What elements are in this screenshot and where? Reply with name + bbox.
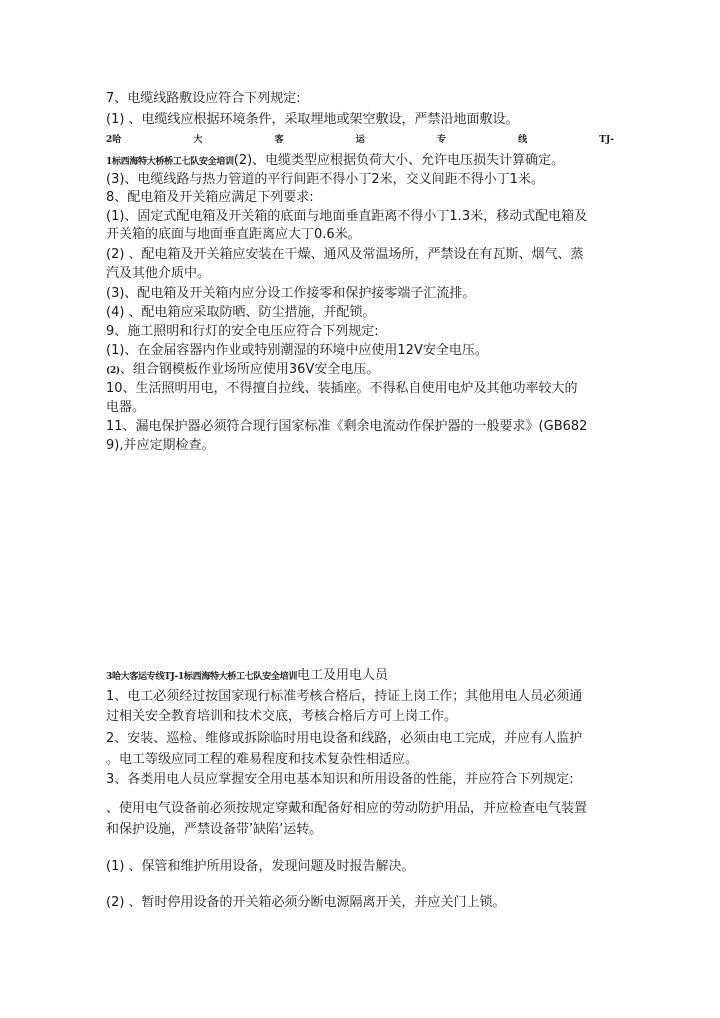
clause-9-heading: 9、施工照明和行灯的安全电压应符合下列规定: [106,324,379,339]
clause-10b: 电器。 [106,400,146,415]
electrician-1a: 1、电工必须经过按国家现行标准考核合格后，持证上岗工作；其他用电人员必须通 [106,689,583,704]
clause-10a: 10、生活照明用电，不得擅自拉线、装插座。不得私自使用电炉及其他功率较大的 [106,381,578,396]
running-header [106,133,614,147]
clause-9-2-tag: (2) [106,366,120,376]
clause-8-1a: (1)、固定式配电箱及开关箱的底面与地面垂直距离不得小丁1.3米，移动式配电箱及 [106,209,588,224]
electrician-3-2: (2) 、暂时停用设备的开关箱必须分断电源隔离开关，并应关门上锁。 [106,895,506,910]
section-title-line [106,667,388,686]
clause-7-2-line [106,152,564,171]
clause-11a: 11、漏电保护器必须符合现行国家标准《剩余电流动作保护器的一般要求》(GB682 [106,419,588,434]
section-title: 电工及用电人员 [297,668,389,683]
clause-8-4: (4) 、配电箱应采取防晒、防尘措施，并配锁。 [106,305,376,320]
clause-7-2: (2)、电缆类型应根据负荷大小、允许电压损失计算确定。 [233,153,565,168]
header-char: 2哈 [106,135,122,145]
header-char: 专 [436,135,446,145]
header-char: 客 [274,135,284,145]
clause-8-1b: 开关箱的底面与地面垂直距离应大丁0.6米。 [106,227,361,242]
section-header-tag: 3哈大客运专线TJ-1标西海特大桥工七队安全培训 [106,672,298,682]
clause-8-heading: 8、配电箱及开关箱应满足下列要求: [106,190,314,205]
electrician-1b: 过相关安全教育培训和技术交底，考核合格后方可上岗工作。 [106,709,458,724]
clause-11b: 9),并应定期检查。 [106,438,215,453]
running-header-tag: 1标西海特大桥桥工七队安全培训 [106,157,234,167]
clause-7-3: (3)、电缆线路与热力管道的平行间距不得小丁2米，交义间距不得小丁1米。 [106,172,544,187]
electrician-2a: 2、安装、巡检、维修或拆除临时用电设备和线路，必须由电工完成，并应有人监护 [106,731,583,746]
clause-9-2: 、组合钢模板作业场所应使用36V安全电压。 [119,362,380,377]
electrician-3-item-a: 、使用电气设备前必须按规定穿戴和配备好相应的劳动防护用品，并应检查电气装置 [106,801,588,816]
header-char: 运 [355,135,365,145]
electrician-3-1: (1) 、保管和维护所用设备，发现问题及时报告解决。 [106,859,415,874]
header-char: 线 [518,135,528,145]
clause-7-heading: 7、电缆线路敷设应符合下列规定: [106,91,301,106]
header-char: 大 [193,135,203,145]
clause-9-1: (1)、在金届容器内作业或特别潮湿的环境中应使用12V安全电压。 [106,343,488,358]
clause-9-2-line [106,361,379,380]
clause-8-3: (3)、配电箱及开关箱内应分设工作接零和保护接零端子汇流排。 [106,286,476,301]
clause-7-1: (1) 、电缆线应根据环境条件，采取埋地或架空敷设，严禁沿地面敷设。 [106,112,519,127]
electrician-3: 3、各类用电人员应掌握安全用电基本知识和所用设备的性能，并应符合下列规定: [106,772,574,787]
clause-8-2b: 汽及其他介质中。 [106,266,211,281]
electrician-3-item-b: 和保护设施，严禁设备带’缺陷’运转。 [106,822,323,837]
clause-8-2a: (2) 、配电箱及开关箱应安装在干燥、通风及常温场所，严禁设在有瓦斯、烟气、蒸 [106,247,584,262]
header-char: TJ- [599,135,614,145]
electrician-2b: 。电工等级应同工程的难易程度和技术复杂性相适应。 [106,752,419,767]
